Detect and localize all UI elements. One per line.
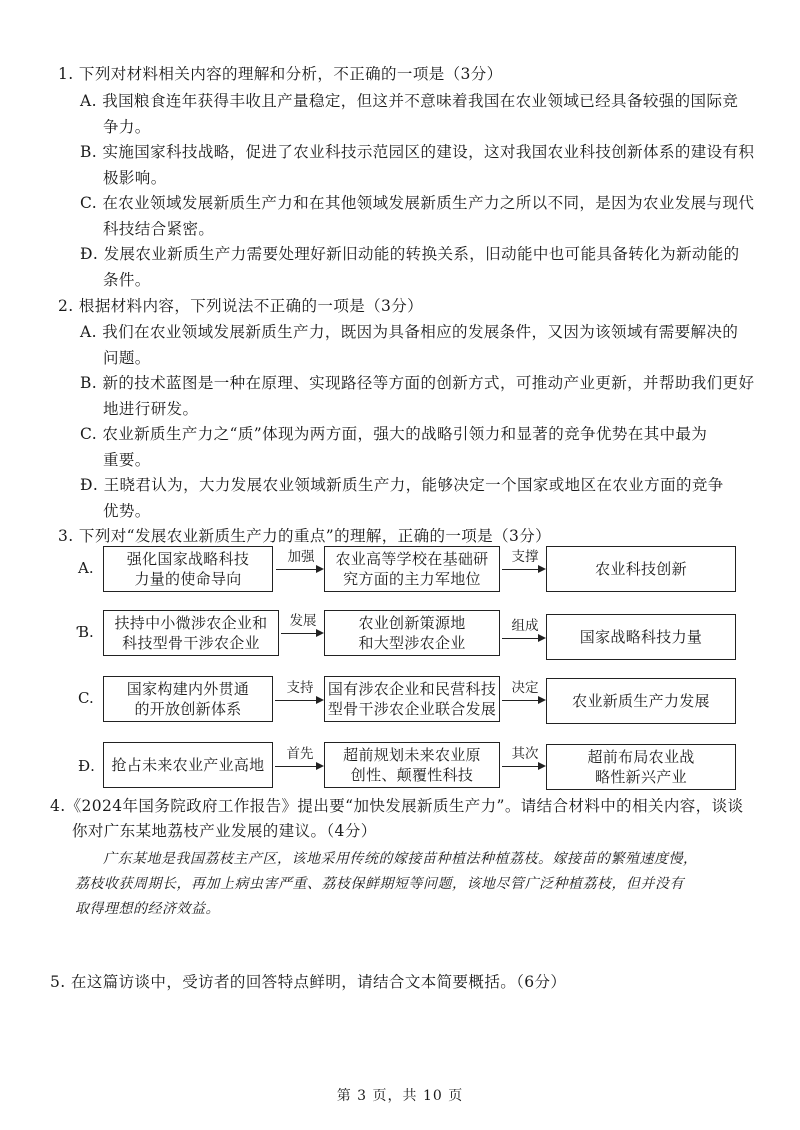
q4-material-line3: 取得理想的经济效益。 — [75, 901, 220, 917]
q3-row-d-box3 — [546, 744, 736, 790]
q3-row-c-arrow2-label: 决定 — [511, 680, 539, 696]
box-line: 农业新质生产力发展 — [572, 692, 710, 710]
q3-row-a-box1 — [103, 546, 273, 592]
q4-material-line2: 荔枝收获周期长，再加上病虫害严重、荔枝保鲜期短等问题，该地尽管广泛种植荔枝，但并没有 — [75, 876, 684, 892]
q2-option-a-line2: 问题。 — [103, 349, 151, 367]
q3-stem: 3. 下列对“发展农业新质生产力的重点”的理解，正确的一项是（3分） — [58, 527, 552, 545]
box-line: 超前布局农业战 — [587, 748, 695, 766]
arrow-right-icon — [502, 700, 544, 701]
box-line: 国家构建内外贯通 — [126, 680, 250, 698]
q1-option-a-line2: 争力。 — [103, 118, 151, 136]
q5-stem: 5. 在这篇访谈中，受访者的回答特点鲜明，请结合文本简要概括。（6分） — [50, 973, 567, 991]
q2-option-d-line2: 优势。 — [103, 502, 151, 520]
q2-option-c-line2: 重要。 — [103, 451, 151, 469]
q2-option-c-line1: C. 农业新质生产力之“质”体现为两方面，强大的战略引领力和显著的竞争优势在其中最为 — [80, 425, 708, 443]
q3-row-b-box1 — [103, 610, 279, 656]
q3-row-a-box2 — [324, 546, 500, 592]
box-line: 国有涉农企业和民营科技 — [327, 680, 497, 698]
box-line: 农业创新策源地 — [358, 614, 466, 632]
box-line: 和大型涉农企业 — [358, 634, 466, 652]
q3-row-d-arrow2-label: 其次 — [511, 746, 539, 762]
arrow-right-icon — [275, 766, 322, 767]
q3-row-d-box2 — [324, 742, 500, 788]
q4-material-line1: 广东某地是我国荔枝主产区，该地采用传统的嫁接苗种植法种植荔枝。嫁接苗的繁殖速度慢， — [103, 851, 698, 867]
q3-row-c-box3 — [546, 678, 736, 724]
q3-row-b-arrow1-label: 发展 — [289, 613, 317, 629]
q1-option-d-line2: 条件。 — [103, 271, 151, 289]
q1-option-c-line2: 科技结合紧密。 — [103, 220, 215, 238]
q3-row-c-arrow1-label: 支持 — [286, 680, 314, 696]
box-line: 力量的使命导向 — [134, 570, 242, 588]
q3-row-c-box1 — [103, 676, 273, 722]
box-line: 抢占未来农业产业高地 — [111, 756, 265, 774]
q3-row-a-arrow1-label: 加强 — [287, 549, 315, 565]
arrow-right-icon — [502, 569, 544, 570]
box-line: 农业高等学校在基础研 — [335, 550, 489, 568]
q4-stem-line2: 你对广东某地荔枝产业发展的建议。（4分） — [72, 822, 377, 840]
page-number: 第 3 页，共 10 页 — [336, 1088, 464, 1104]
box-line: 扶持中小微涉农企业和 — [114, 614, 268, 632]
q3-row-d-arrow1-label: 首先 — [286, 746, 314, 762]
q1-stem: 1. 下列对材料相关内容的理解和分析，不正确的一项是（3分） — [58, 65, 503, 83]
q3-row-b-label: Ɓ. — [78, 623, 94, 641]
box-line: 科技型骨干涉农企业 — [122, 634, 260, 652]
q1-option-a-line1: A. 我国粮食连年获得丰收且产量稳定，但这并不意味着我国在农业领域已经具备较强的国际竞 — [80, 92, 739, 110]
q3-row-b-box3 — [546, 614, 736, 660]
box-line: 超前规划未来农业原 — [343, 746, 481, 764]
box-line: 究方面的主力军地位 — [343, 570, 481, 588]
box-line: 国家战略科技力量 — [579, 628, 703, 646]
box-line: 的开放创新体系 — [134, 700, 242, 718]
q3-row-a-label: A. — [78, 559, 94, 577]
box-line: 型骨干涉农企业联合发展 — [327, 700, 497, 718]
q2-option-a-line1: A. 我们在农业领域发展新质生产力，既因为具备相应的发展条件，又因为该领域有需要解决的 — [80, 323, 739, 341]
arrow-right-icon — [502, 766, 544, 767]
box-line: 略性新兴产业 — [595, 768, 687, 786]
q3-row-a-arrow2-label: 支撑 — [511, 549, 539, 565]
box-line: 创性、颠覆性科技 — [350, 766, 474, 784]
q2-option-b-line2: 地进行研发。 — [103, 400, 199, 418]
q1-option-d-line1: Ɖ. 发展农业新质生产力需要处理好新旧动能的转换关系，旧动能中也可能具备转化为新动能的 — [80, 245, 740, 263]
q3-row-a-box3 — [546, 546, 736, 592]
q1-option-b-line2: 极影响。 — [103, 169, 167, 187]
box-line: 强化国家战略科技 — [126, 550, 250, 568]
q1-option-b-line1: B. 实施国家科技战略，促进了农业科技示范园区的建设，这对我国农业科技创新体系的建设有积 — [80, 143, 755, 161]
q3-row-b-box2 — [324, 610, 500, 656]
q3-row-c-box2 — [324, 676, 500, 722]
q3-row-c-label: C. — [78, 689, 94, 707]
q2-stem: 2. 根据材料内容，下列说法不正确的一项是（3分） — [58, 297, 424, 315]
q1-option-c-line1: C. 在农业领域发展新质生产力和在其他领域发展新质生产力之所以不同，是因为农业发展与现代 — [80, 194, 755, 212]
arrow-right-icon — [276, 569, 322, 570]
arrow-right-icon — [275, 700, 322, 701]
q3-row-d-label: Ɖ. — [78, 757, 95, 775]
box-line: 农业科技创新 — [595, 560, 687, 578]
q4-stem-line1: 4.《2024年国务院政府工作报告》提出要“加快发展新质生产力”。请结合材料中的相关内容，谈谈 — [50, 797, 744, 815]
q2-option-b-line1: B. 新的技术蓝图是一种在原理、实现路径等方面的创新方式，可推动产业更新，并帮助我们更好 — [80, 374, 755, 392]
arrow-right-icon — [502, 638, 544, 639]
q2-option-d-line1: Ɖ. 王晓君认为，大力发展农业领域新质生产力，能够决定一个国家或地区在农业方面的竞争 — [80, 476, 724, 494]
arrow-right-icon — [281, 633, 322, 634]
q3-row-d-box1 — [103, 742, 273, 788]
q3-row-b-arrow2-label: 组成 — [511, 618, 539, 634]
